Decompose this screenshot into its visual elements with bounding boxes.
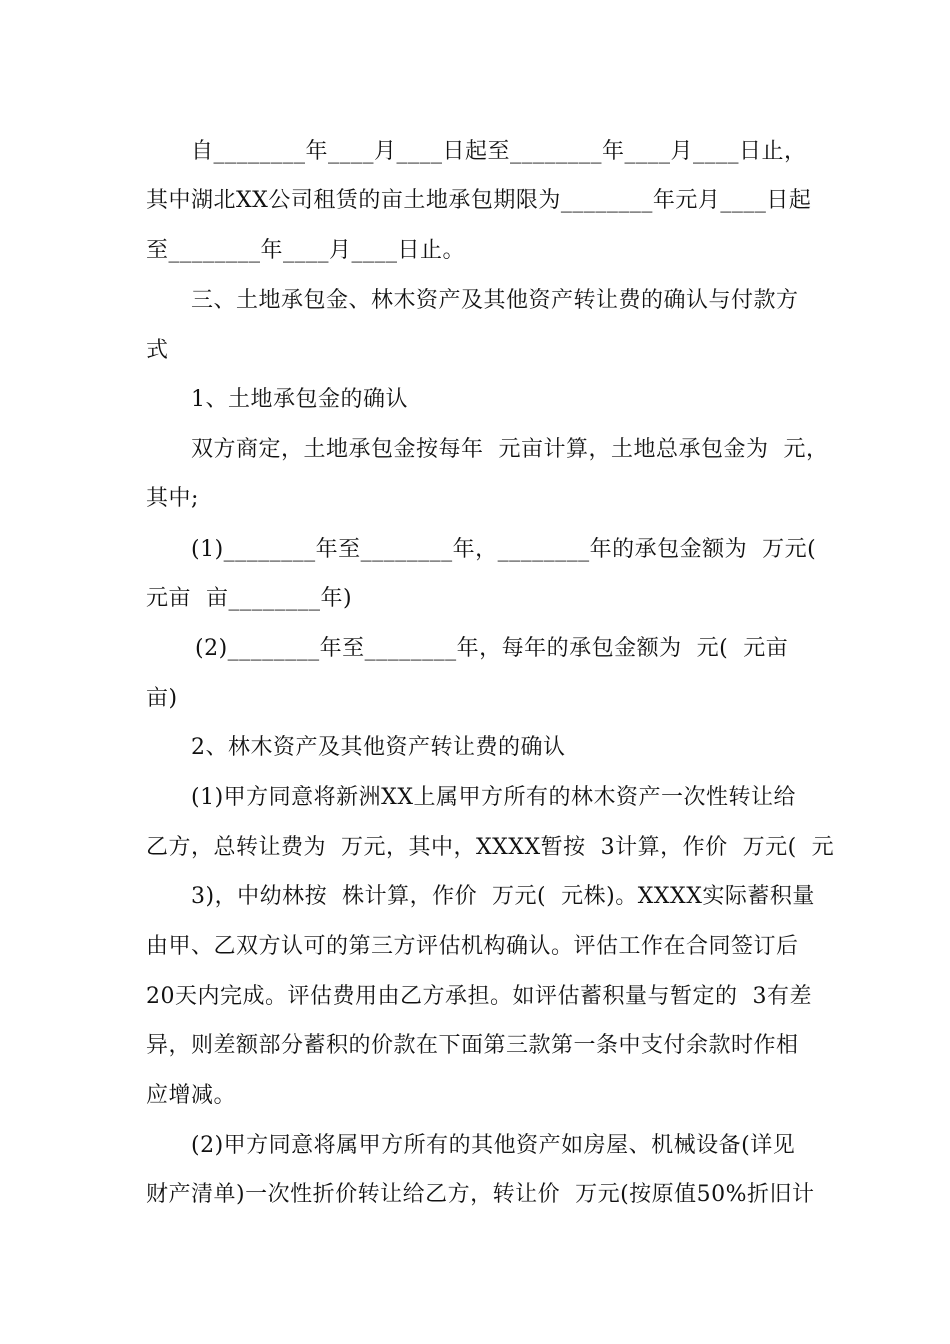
text-line: 乙方，总转让费为 万元，其中，XXXX暂按 3计算，作价 万元( 元 xyxy=(146,835,835,860)
subsection-heading: 2、林木资产及其他资产转让费的确认 xyxy=(191,735,566,760)
text-line: (1)________年至________年，________年的承包金额为 万元( xyxy=(191,537,817,562)
text-line: 元亩 亩________年) xyxy=(146,586,353,611)
text-line: (1)甲方同意将新洲XX上属甲方所有的林木资产一次性转让给 xyxy=(191,785,796,810)
text-line: 3)，中幼林按 株计算，作价 万元( 元株)。XXXX实际蓄积量 xyxy=(191,884,815,909)
text-line: 其中; xyxy=(146,486,199,511)
text-line: 双方商定，土地承包金按每年 元亩计算，土地总承包金为 元， xyxy=(191,437,829,462)
section-heading: 三、土地承包金、林木资产及其他资产转让费的确认与付款方 xyxy=(191,288,799,313)
text-line: 其中湖北XX公司租赁的亩土地承包期限为________年元月____日起 xyxy=(146,188,812,213)
section-heading-continued: 式 xyxy=(146,338,169,363)
text-line: 财产清单)一次性折价转让给乙方，转让价 万元(按原值50%折旧计 xyxy=(146,1182,815,1207)
text-line: 至________年____月____日止。 xyxy=(146,238,466,263)
text-line: (2)甲方同意将属甲方所有的其他资产如房屋、机械设备(详见 xyxy=(191,1133,796,1158)
text-line: 由甲、乙双方认可的第三方评估机构确认。评估工作在合同签订后 xyxy=(146,934,799,959)
text-line: 自________年____月____日起至________年____月____日止， xyxy=(191,139,807,164)
text-line: 20天内完成。评估费用由乙方承担。如评估蓄积量与暂定的 3有差 xyxy=(146,984,812,1009)
text-line: (2)________年至________年，每年的承包金额为 元( 元亩 xyxy=(195,636,789,661)
text-line: 异，则差额部分蓄积的价款在下面第三款第一条中支付余款时作相 xyxy=(146,1033,799,1058)
text-line: 应增减。 xyxy=(146,1083,237,1108)
subsection-heading: 1、土地承包金的确认 xyxy=(191,387,408,412)
text-line: 亩) xyxy=(146,686,178,711)
